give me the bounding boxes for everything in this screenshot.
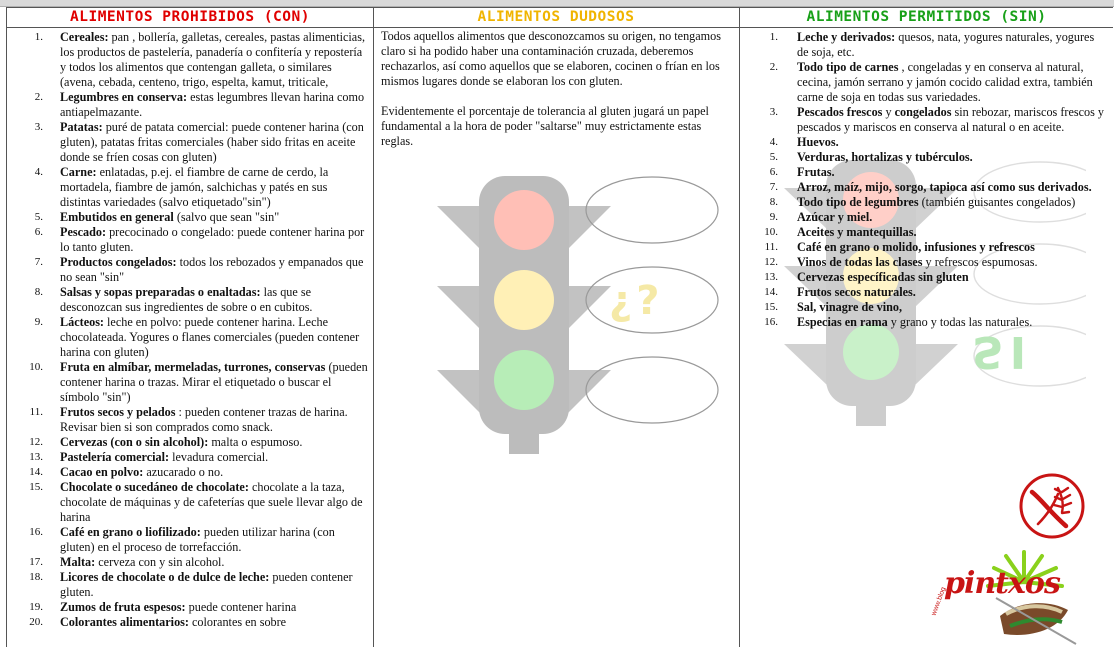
allowed-item: 11. Café en grano o molido, infusiones y refrescos xyxy=(764,240,1035,254)
prohibited-item: 6. Pescado: precocinado o congelado: puede contener harina por lo tanto gluten. xyxy=(34,225,365,254)
prohibited-item: 3. Patatas: puré de patata comercial: puede contener harina (con gluten), patatas fritas comerciales (haber sido fritas en aceite donde se fríen cosas con gluten) xyxy=(34,120,364,164)
allowed-item: 1. Leche y derivados: quesos, nata, yogures naturales, yogures de soja, etc. xyxy=(769,30,1095,59)
prohibited-item: 5. Embutidos en general (salvo que sean "sin" xyxy=(34,210,280,224)
allowed-item: 7. Arroz, maíz, mijo, sorgo, tapioca así como sus derivados. xyxy=(769,180,1092,194)
prohibited-item: 4. Carne: enlatadas, p.ej. el fiambre de carne de cerdo, la mortadela, fiambre de jamón, salchichas y patés en sus distintas variedades (salvo etiquetado"sin") xyxy=(34,165,329,209)
prohibited-item: 19. Zumos de fruta espesos: puede contener harina xyxy=(29,600,297,614)
allowed-item: 14. Frutos secos naturales. xyxy=(764,285,916,299)
prohibited-item: 10. Fruta en almíbar, mermeladas, turrones, conservas (pueden contener harina o trazas. Mirar el etiquetado o buscar el símbolo "sin") xyxy=(29,360,368,404)
prohibited-item: 14. Cacao en polvo: azucarado o no. xyxy=(29,465,224,479)
prohibited-item: 17. Malta: cerveza con y sin alcohol. xyxy=(29,555,225,569)
doubtful-column xyxy=(373,8,740,647)
allowed-header: ALIMENTOS PERMITIDOS (SIN) xyxy=(740,8,1113,28)
allowed-item: 13. Cervezas específicadas sin gluten xyxy=(764,270,969,284)
allowed-item: 3. Pescados frescos y congelados sin rebozar, mariscos frescos y pescados y mariscos en conserva al natural o en aceite. xyxy=(769,105,1104,134)
prohibited-item: 9. Lácteos: leche en polvo: puede contener harina. Leche chocolateada. Yogures o flanes comerciales (pueden contener harina con gluten) xyxy=(34,315,360,359)
prohibited-item: 1. Cereales: pan , bollería, galletas, cereales, pastas alimenticias, los productos de pastelería, panadería o confitería y repostería y todos los alimentos que contengan galleta, o similares (avena, cebada, centeno, trigo, espelta, kamut, triticale, xyxy=(34,30,366,89)
prohibited-item: 18. Licores de chocolate o de dulce de leche: pueden contener gluten. xyxy=(29,570,353,599)
prohibited-item: 12. Cervezas (con o sin alcohol): malta o espumoso. xyxy=(29,435,303,449)
allowed-item: 16. Especias en rama y grano y todas las naturales. xyxy=(764,315,1033,329)
allowed-column xyxy=(740,8,1113,647)
food-table xyxy=(6,7,1113,647)
allowed-item: 8. Todo tipo de legumbres (también guisantes congelados) xyxy=(769,195,1076,209)
prohibited-item: 11. Frutos secos y pelados : pueden contener trazas de harina. Revisar bien si son comprados como snack. xyxy=(29,405,348,434)
doubtful-paragraph: Evidentemente el porcentaje de tolerancia al gluten jugará un papel fundamental a la hora de poder "saltarse" muy estrictamente estas reglas. xyxy=(381,104,709,148)
prohibited-header: ALIMENTOS PROHIBIDOS (CON) xyxy=(7,8,373,28)
prohibited-item: 8. Salsas y sopas preparadas o enaltadas: las que se desconozcan sus ingredientes de sobre o en cubitos. xyxy=(34,285,313,314)
prohibited-item: 13. Pastelería comercial: levadura comercial. xyxy=(29,450,269,464)
allowed-item: 6. Frutas. xyxy=(769,165,835,179)
allowed-list xyxy=(764,30,1107,330)
prohibited-item: 7. Productos congelados: todos los rebozados y empanados que no sean "sin" xyxy=(34,255,364,284)
prohibited-item: 20. Colorantes alimentarios: colorantes en sobre xyxy=(29,615,287,629)
prohibited-column xyxy=(7,8,374,647)
allowed-item: 15. Sal, vinagre de vino, xyxy=(764,300,903,314)
pintxos-brand-text: pintxos xyxy=(944,566,1060,601)
allowed-item: 9. Azúcar y miel. xyxy=(769,210,873,224)
doubtful-text xyxy=(381,29,731,164)
prohibited-item: 16. Café en grano o liofilizado: pueden utilizar harina (con gluten) en el proceso de torrefacción. xyxy=(29,525,335,554)
pintxos-tagline: www.blog xyxy=(930,586,948,617)
allowed-light-label: SI xyxy=(972,326,1033,377)
allowed-item: 12. Vinos de todas las clases y refrescos espumosas. xyxy=(764,255,1038,269)
doubtful-paragraph: Todos aquellos alimentos que desconozcamos su origen, no tengamos claro si ha podido haber una contaminación cruzada, deberemos rechazarlos, así como aquellos que se elaboren, cocinen o frían en los mismos lugares donde se elaboran los con gluten. xyxy=(381,29,721,88)
prohibited-list xyxy=(29,30,369,630)
window-top-bar xyxy=(0,0,1114,7)
prohibited-item: 15. Chocolate o sucedáneo de chocolate: chocolate a la taza, chocolate de máquinas y de cafeterías que suele llevar algo de harina xyxy=(29,480,363,524)
doubtful-light-label: ¿? xyxy=(609,278,664,324)
allowed-item: 4. Huevos. xyxy=(769,135,839,149)
allowed-item: 5. Verduras, hortalizas y tubérculos. xyxy=(769,150,973,164)
gluten-free-icon xyxy=(1018,472,1086,540)
prohibited-item: 2. Legumbres en conserva: estas legumbres llevan harina como antiapelmazante. xyxy=(34,90,365,119)
allowed-item: 10. Aceites y mantequillas. xyxy=(764,225,917,239)
doubtful-header: ALIMENTOS DUDOSOS xyxy=(373,8,739,28)
allowed-item: 2. Todo tipo de carnes , congeladas y en conserva al natural, cecina, jamón serrano y jamón cocido calidad extra, también carne de soja en todas sus variedades. xyxy=(769,60,1093,104)
